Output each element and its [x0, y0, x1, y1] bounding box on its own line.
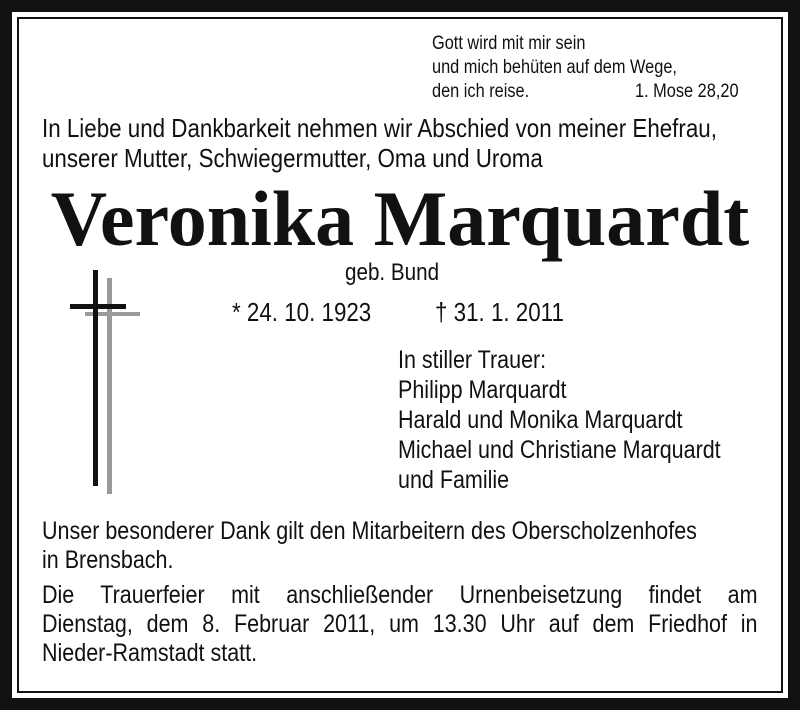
mourner-name: und Familie	[398, 466, 510, 494]
cross-horizontal	[70, 304, 126, 309]
mourner-name: Harald und Monika Marquardt	[398, 406, 683, 434]
verse-line: und mich behüten auf dem Wege,	[432, 57, 677, 78]
cross-vertical	[93, 270, 98, 486]
cross-shadow-vertical	[107, 278, 112, 494]
latin-cross-icon	[60, 260, 150, 500]
deceased-name: Veronika Marquardt	[50, 175, 750, 262]
funeral-line: Nieder-Ramstadt statt.	[42, 639, 258, 667]
funeral-notice	[42, 581, 758, 668]
death-date: † 31. 1. 2011	[435, 297, 564, 327]
mourner-name: Philipp Marquardt	[398, 376, 567, 404]
funeral-line: Dienstag, dem 8. Februar 2011, um 13.30 Uhr auf dem Friedhof in	[42, 610, 758, 638]
funeral-line: Die Trauerfeier mit anschließender Urnenbeisetzung findet am	[42, 581, 758, 609]
birth-date: * 24. 10. 1923	[232, 297, 372, 327]
mourners-block	[398, 345, 773, 495]
thanks-line: in Brensbach.	[42, 546, 174, 574]
intro-text	[42, 113, 800, 173]
thanks-text	[42, 517, 800, 575]
verse-reference: 1. Mose 28,20	[635, 81, 739, 102]
intro-line: unserer Mutter, Schwiegermutter, Oma und Uroma	[42, 143, 543, 173]
bible-verse	[432, 32, 792, 104]
verse-line: Gott wird mit mir sein	[432, 33, 586, 54]
mourners-heading: In stiller Trauer:	[398, 346, 547, 374]
thanks-line: Unser besonderer Dank gilt den Mitarbeitern des Oberscholzenhofes	[42, 517, 697, 545]
verse-line: den ich reise.	[432, 81, 530, 102]
mourner-name: Michael und Christiane Marquardt	[398, 436, 721, 464]
intro-line: In Liebe und Dankbarkeit nehmen wir Abschied von meiner Ehefrau,	[42, 113, 717, 143]
maiden-name: geb. Bund	[345, 259, 440, 286]
